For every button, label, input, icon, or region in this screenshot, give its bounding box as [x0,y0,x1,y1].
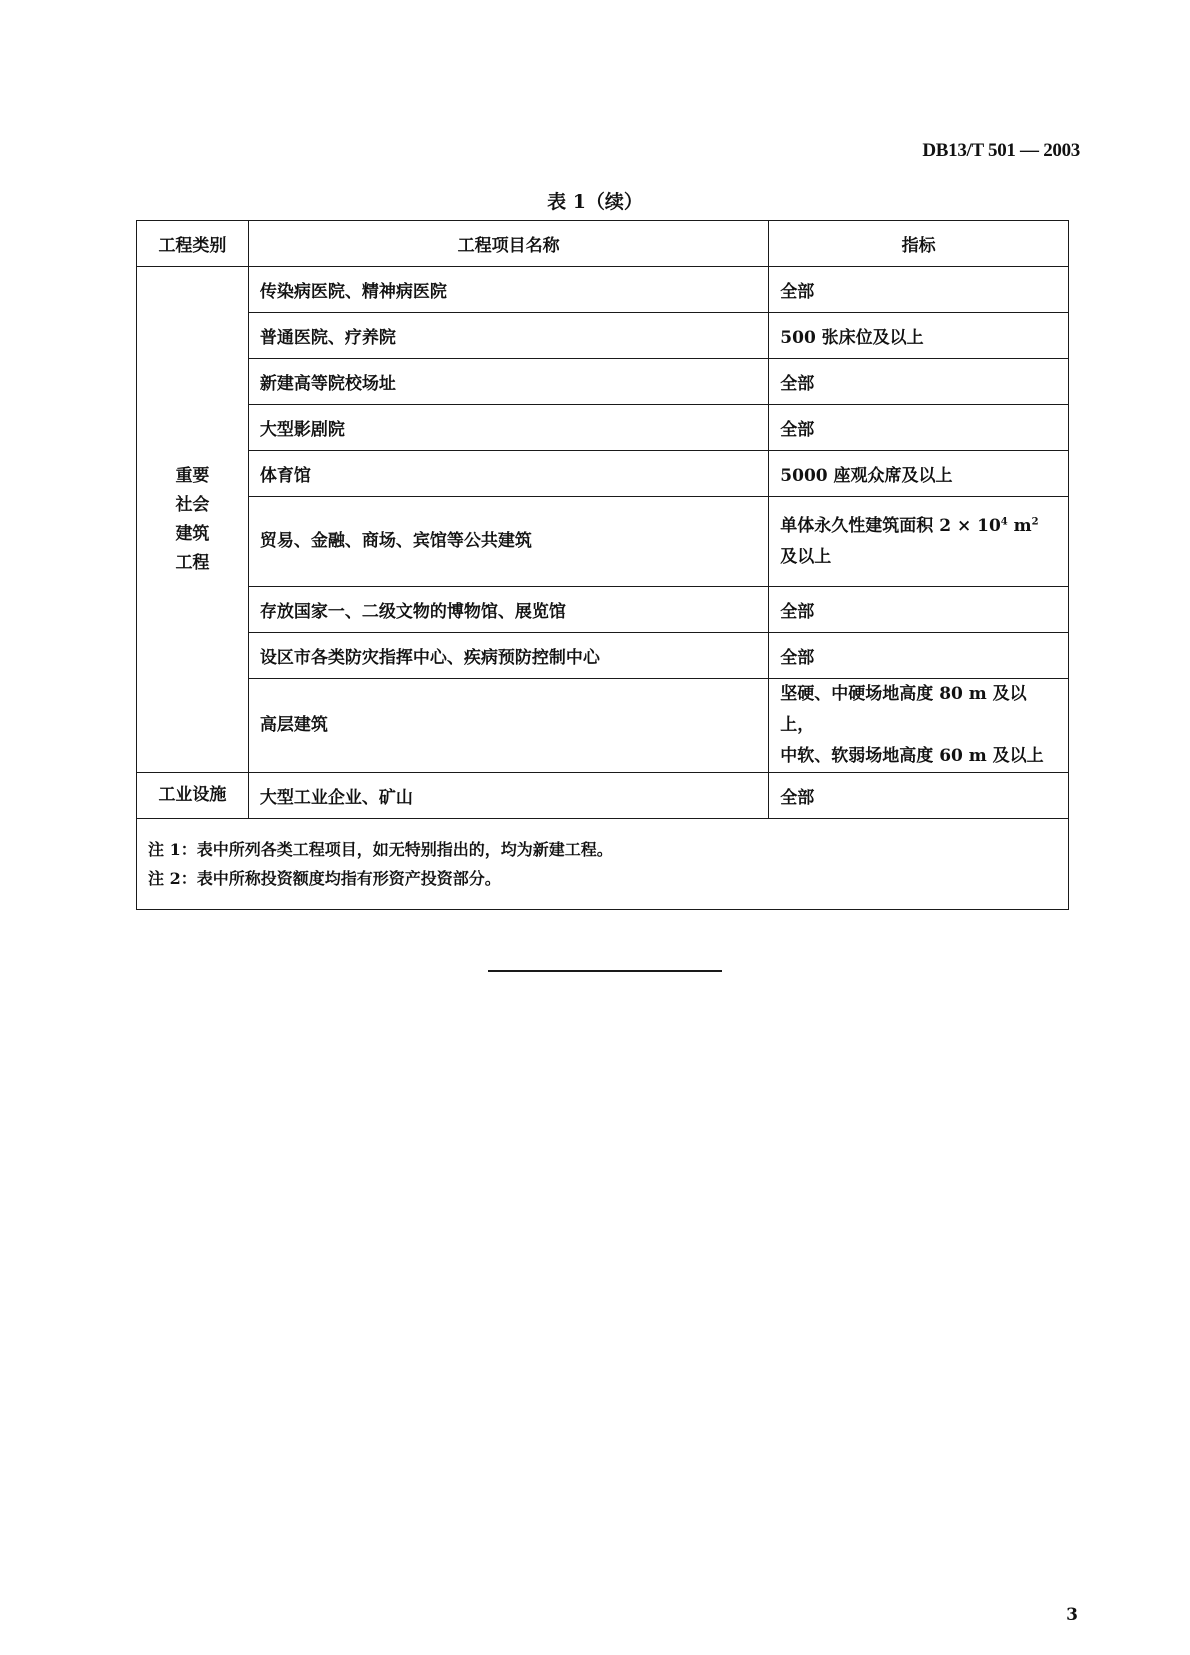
index-text: 单体永久性建筑面积 2 × 10 [780,515,1001,536]
table-row [137,497,1069,587]
project-index [769,679,1069,773]
table-row [137,633,1069,679]
header-category: 工程类别 [137,221,249,267]
project-name: 传染病医院、精神病医院 [248,267,768,313]
project-index: 全部 [769,405,1069,451]
header-index: 指标 [769,221,1069,267]
table-row [137,313,1069,359]
project-name: 贸易、金融、商场、宾馆等公共建筑 [248,497,768,587]
table-header-row [137,221,1069,267]
index-exponent: 4 [1000,515,1008,527]
table-row [137,773,1069,819]
category-social-building [137,267,249,773]
notes-row [137,819,1069,910]
index-text: 及以上 [780,546,832,567]
index-line: 坚硬、中硬场地高度 80 m 及以上， [780,684,1027,735]
note-1: 注 1：表中所列各类工程项目，如无特别指出的，均为新建工程。 [148,840,613,859]
header-project-name: 工程项目名称 [248,221,768,267]
table-row [137,587,1069,633]
project-index: 全部 [769,267,1069,313]
table-notes [137,819,1069,910]
project-name: 大型影剧院 [248,405,768,451]
category-line: 工程 [175,552,210,573]
end-of-table-rule [488,970,722,972]
project-index: 全部 [769,633,1069,679]
table-row [137,405,1069,451]
project-name: 高层建筑 [248,679,768,773]
index-unit: m [1007,515,1032,536]
table-title: 表 1（续） [547,191,643,213]
page-number: 3 [1066,1605,1078,1625]
project-index: 500 张床位及以上 [769,313,1069,359]
category-line: 重要 [175,465,210,486]
project-index: 全部 [769,359,1069,405]
document-code: DB13/T 501 — 2003 [922,140,1080,161]
project-index: 5000 座观众席及以上 [769,451,1069,497]
index-line: 中软、软弱场地高度 60 m 及以上 [780,746,1044,766]
table-row [137,679,1069,773]
note-2: 注 2：表中所称投资额度均指有形资产投资部分。 [148,869,501,888]
project-name: 设区市各类防灾指挥中心、疾病预防控制中心 [248,633,768,679]
project-index: 全部 [769,773,1069,819]
project-index [769,497,1069,587]
category-line: 建筑 [175,523,210,544]
index-exponent: 2 [1031,515,1039,527]
project-name: 体育馆 [248,451,768,497]
project-name: 新建高等院校场址 [248,359,768,405]
category-industry: 工业设施 [137,773,249,819]
category-line: 社会 [175,494,210,515]
engineering-classification-table [136,220,1069,910]
project-name: 存放国家一、二级文物的博物馆、展览馆 [248,587,768,633]
project-name: 大型工业企业、矿山 [248,773,768,819]
project-index: 全部 [769,587,1069,633]
project-name: 普通医院、疗养院 [248,313,768,359]
table-row [137,359,1069,405]
table-row [137,451,1069,497]
table-row [137,267,1069,313]
